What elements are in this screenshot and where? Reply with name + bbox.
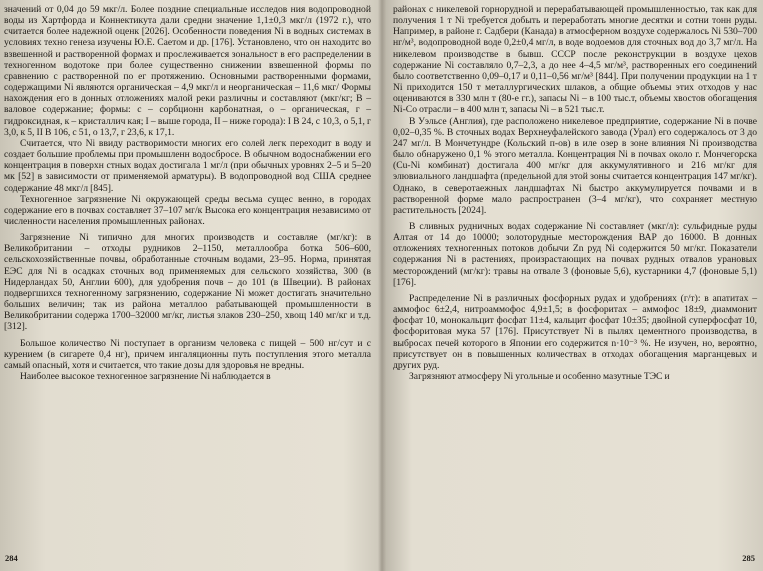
paragraph: Большое количество Ni поступает в организм человека с пищей – 500 нг/сут и с курением (в сигарете 0,4 нг), причем ингаляционны путь поступления этого металла самый опасный, хотя и считается, что такие дозы для здоровья не вредны. <box>4 337 371 371</box>
paragraph: Наиболее высокое техногенное загрязнение Ni наблюдается в <box>20 371 271 382</box>
paragraph: значений от 0,04 до 59 мкг/л. Более поздние специальные исследов ния водопроводной воды из Хартфорда и Коннектикута дали средни значение 1,1±0,3 мкг/л (1972 г.), что считается более надежной оценк [2026]. Особенности поведения Ni в водных системах в условиях техно генеза изучены Ю.Е. Саетом и др. [176]. Установлено, что он находитс во взвешенной и растворенной формах и прослеживается зональност в его распределении в техногенном водотоке при более существенно снижении взвешенной формы по сравнению с растворенной по ег протяжению. Основными растворенными формами, содержащими Ni являются органическая – 4,9 мкг/л и неорганическая – 11,6 мкг/ Формы нахождения его в донных отложениях малой реки различны и составляют (мкг/кг; В – валовое содержание; формы: с – сорбционн карбонатная, о – органическая, г – гидроксидная, к – кристаллич кая; I – выше города, II – ниже города): I B 24, c 10,3, o 5,1, г 3,0, к 5, II B 106, c 51, o 13,7, г 23,6, к 17,1. <box>4 4 371 138</box>
paragraph: В сливных рудничных водах содержание Ni составляет (мкг/л): сульфидные руды Алтая от 14 до 10000; золоторудные месторождения ВАР до 16000. В донных отложениях техногенных потоков добычи Zn руд Ni содержится 50 мг/кг. Показатели содержания Ni в растениях, произрастающих на почвах рудных отвалов урановых месторождений (мг/кг): травы на отвале 3 (фоновые 5,6), кустарники 4,7 (фоновые 5,1) [176]. <box>393 220 757 288</box>
paragraph: Загрязнение Ni типично для многих производств и составляе (мг/кг): в Великобритании – отходы рудников 2–1150, металлообра ботка 506–600, сельскохозяйственные почвы, обработанные сточным водами, 23–95. Норма, принятая ЕЭС для Ni в осадках сточных вод применяемых для сельского хозяйства, 300 (в Нидерландах 50, Англии 600), для удобрения почв – до 101 (в Швеции). В районах подвергшихся техногенному загрязнению, содержание Ni может достигать значительно больших величин; так из района металлоо рабатывающей промышленности в Великобритании содержа 1700–32000 мг/кг, листья злаков 230–250, хвощ 140 мг/кг и т.д. [312]. <box>4 232 371 333</box>
page-number: 284 <box>5 552 18 563</box>
paragraph: Распределение Ni в различных фосфорных рудах и удобрениях (г/т): в апатитах – аммофос 6±2,4, нитроаммофос 4,9±1,5; в фосфоритах – аммофос 18±9, диаммонит фосфат 10, монокальцит фосфат 11±4, кальцит фосфат 10±35; двойной суперфосфат 10, фосфоритовая мука 57 [176]. Присутствует Ni в пылях цементного производства, в выбросах печей которого в Японии его содержится n·10⁻³ %. Не изучен, но, вероятно, присутствует он в повышенных количествах в отходах обогащения марганцевых и других руд. <box>393 292 757 371</box>
paragraph: В Уэльсе (Англия), где расположено никелевое предприятие, содержание Ni в почве 0,02–0,35 %. В сточных водах Верхнеуфалейского завода (Урал) его содержалось от 3 до 247 мг/л. В Мончетундре (Кольский п-ов) в иле озер в зоне влияния Ni производства было обнаружено 0,1 % этого металла. Концентрация Ni в почвах около г. Мончегорска (Cu-Ni комбинат) достигала 400 мг/кг для аккумулятивного и 216 мг/кг для элювиального ландшафта (предельной для этой зоны считается концентрация 147 мг/кг). Однако, в северотаежных ландшафтах Ni быстро аккумулируется почвами и в растворенной форме мало распространен (3–4 мг/кг), что сохраняет местную растительность [2024]. <box>393 115 757 216</box>
left-page <box>0 4 381 571</box>
page-number: 285 <box>742 552 755 563</box>
paragraph: Техногенное загрязнение Ni окружающей среды весьма сущес венно, в городах содержание его в почвах составляет 37–107 мг/к Высока его концентрация независимо от численности населения промышленных районах. <box>4 193 371 227</box>
right-page <box>383 4 763 571</box>
paragraph: районах с никелевой горнорудной и перерабатывающей промышленностью, так как для получения 1 т Ni требуется добыть и переработать многие десятки и сотни тонн руды. Например, в районе г. Садбери (Канада) в атмосферном воздухе содержалось Ni 530–700 нг/м³, водопроводной воде 0,2±0,4 мг/л, в воде водоемов для сточных вод до 3,7 мг/л. На никелевом производстве в бывш. СССР после реконструкции в воздухе цехов содержание Ni составляло 0,7–2,3, а до нее 4–4,5 мг/м³, растворенных его соединений было соответственно 0,09–0,17 и 0,11–0,56 мг/м³ [844]. При получении продукции на 1 т Ni приходится 150 т металлургических шлаков, а общие объемы этих отходов у нас оцениваются в 330 млн т (80-е гг.), запасы Ni – в 100 тыс.т, объемы хвостов обогащения Ni-Co отрасли – в 400 млн т, запасы Ni – в 521 тыс.т. <box>393 4 757 116</box>
paragraph: Считается, что Ni ввиду растворимости многих его солей легк переходит в воду и создает большие проблемы при промышленн водосбросе. В обычном водоснабжении его концентрация в поверхн стных водах достигала 1 мг/л (при обычных уровнях 2–5 и 5–20 мк [52] в зависимости от применяемой арматуры). В водопроводной вод США среднее содержание 48 мкг/л [845]. <box>4 137 371 194</box>
paragraph: Загрязняют атмосферу Ni угольные и особенно мазутные ТЭС и <box>409 371 670 382</box>
